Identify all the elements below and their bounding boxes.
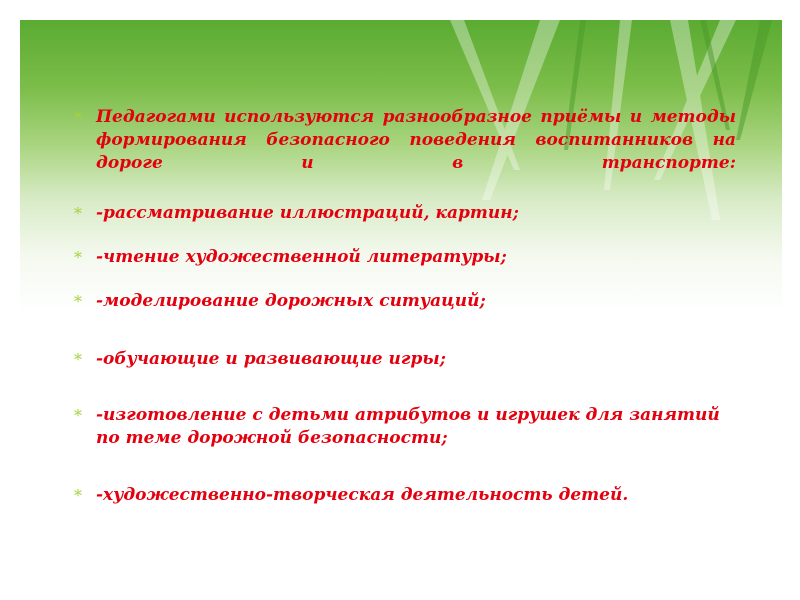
bullet-text: -чтение художественной литературы; xyxy=(96,247,507,267)
bullet-icon: * xyxy=(74,204,82,223)
bullet-icon: * xyxy=(74,350,82,369)
bullet-icon: * xyxy=(74,406,82,425)
intro-paragraph xyxy=(74,106,736,198)
bullet-text: -моделирование дорожных ситуаций; xyxy=(96,291,486,311)
slide xyxy=(20,20,782,582)
bullet-text: -обучающие и развивающие игры; xyxy=(96,349,446,369)
bullet-text: -изготовление с детьми атрибутов и игрушек для занятий по теме дорожной безопасности; xyxy=(96,405,720,448)
bullet-icon: * xyxy=(74,108,82,127)
bullet-text: Педагогами используются разнообразное приёмы и методы формирования безопасного поведения воспитанников на дороге и в транспорте: xyxy=(96,107,736,173)
list-item xyxy=(74,246,736,269)
bullet-text: -художественно-творческая деятельность детей. xyxy=(96,485,629,505)
list-item xyxy=(74,484,736,507)
bullet-text: -рассматривание иллюстраций, картин; xyxy=(96,203,519,223)
list-item xyxy=(74,202,736,225)
list-item xyxy=(74,290,736,313)
bullet-icon: * xyxy=(74,292,82,311)
list-item xyxy=(74,348,736,371)
slide-content xyxy=(20,20,782,582)
bullet-icon: * xyxy=(74,248,82,267)
bullet-icon: * xyxy=(74,486,82,505)
list-item xyxy=(74,404,736,450)
